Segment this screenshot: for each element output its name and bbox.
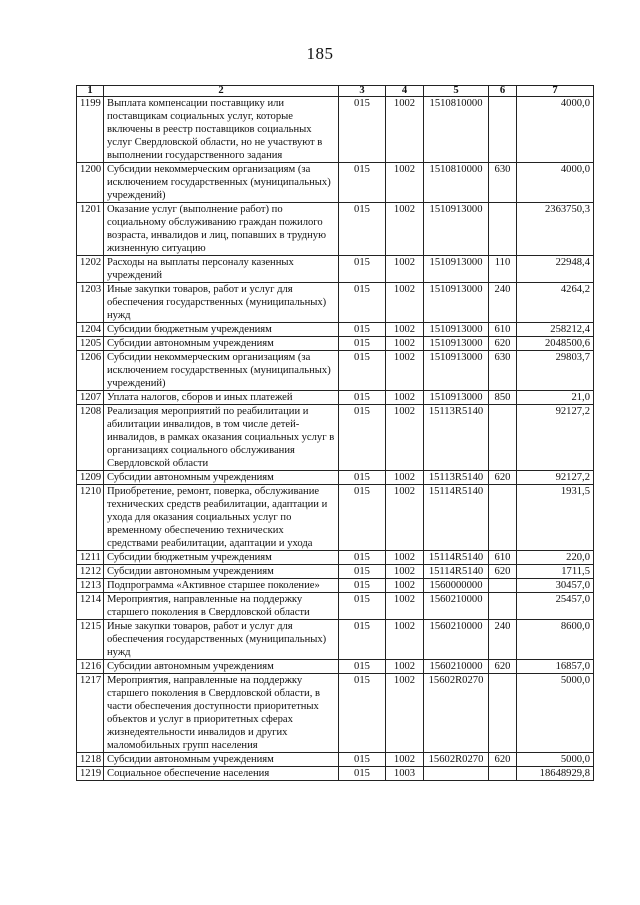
table-row [77,674,594,753]
row-name: Расходы на выплаты персоналу казенных учреждений [104,256,339,283]
section-code: 1003 [386,767,424,781]
target-code: 15113R5140 [424,405,489,471]
ministry-code: 015 [339,283,386,323]
ministry-code: 015 [339,405,386,471]
header-col-1: 1 [77,86,104,97]
amount [517,97,594,163]
row-name: Мероприятия, направленные на поддержку старшего поколения в Свердловской области, в части обеспечения доступности приоритетных объектов и услуг в приоритетных сферах жизнедеятельности инвалидов и других маломобильных групп населения [104,674,339,753]
row-number: 1215 [77,620,104,660]
amount-value: 2048500,6 [544,338,590,349]
target-code: 15602R0270 [424,753,489,767]
table-row [77,579,594,593]
table-row [77,767,594,781]
section-code: 1002 [386,163,424,203]
table-row [77,337,594,351]
section-code: 1002 [386,551,424,565]
header-col-4: 4 [386,86,424,97]
amount [517,283,594,323]
expense-type-code: 850 [489,391,517,405]
ministry-code: 015 [339,323,386,337]
target-code: 15114R5140 [424,565,489,579]
section-code: 1002 [386,97,424,163]
ministry-code: 015 [339,660,386,674]
ministry-code: 015 [339,471,386,485]
amount [517,660,594,674]
target-code: 1510810000 [424,97,489,163]
row-number: 1219 [77,767,104,781]
row-number: 1205 [77,337,104,351]
row-name: Субсидии автономным учреждениям [104,565,339,579]
section-code: 1002 [386,337,424,351]
target-code: 1560000000 [424,579,489,593]
ministry-code: 015 [339,593,386,620]
table-row [77,256,594,283]
amount [517,767,594,781]
table-row [77,565,594,579]
row-name: Иные закупки товаров, работ и услуг для обеспечения государственных (муниципальных) нужд [104,283,339,323]
target-code: 1510810000 [424,163,489,203]
expense-type-code: 240 [489,283,517,323]
row-number: 1200 [77,163,104,203]
row-name: Субсидии автономным учреждениям [104,753,339,767]
amount [517,551,594,565]
expense-type-code: 240 [489,620,517,660]
amount-value: 258212,4 [550,324,590,335]
row-number: 1216 [77,660,104,674]
target-code [424,767,489,781]
target-code: 15114R5140 [424,551,489,565]
amount [517,323,594,337]
ministry-code: 015 [339,674,386,753]
table-row [77,351,594,391]
expense-type-code [489,579,517,593]
amount-value: 22948,4 [555,257,590,268]
amount-value: 5000,0 [560,754,590,765]
amount-value: 2363750,3 [544,204,590,215]
page-number: 185 [306,44,334,63]
amount-value: 220,0 [566,552,590,563]
target-code: 1510913000 [424,323,489,337]
amount-value: 5000,0 [560,675,590,686]
expense-type-code: 610 [489,323,517,337]
table-row [77,163,594,203]
ministry-code: 015 [339,391,386,405]
target-code: 1510913000 [424,203,489,256]
table-row [77,485,594,551]
row-name: Субсидии бюджетным учреждениям [104,551,339,565]
amount [517,593,594,620]
section-code: 1002 [386,203,424,256]
amount-value: 4264,2 [560,284,590,295]
expense-type-code: 620 [489,337,517,351]
row-name: Субсидии бюджетным учреждениям [104,323,339,337]
row-number: 1201 [77,203,104,256]
ministry-code: 015 [339,579,386,593]
section-code: 1002 [386,565,424,579]
row-number: 1211 [77,551,104,565]
row-number: 1206 [77,351,104,391]
target-code: 1560210000 [424,620,489,660]
amount [517,391,594,405]
ministry-code: 015 [339,767,386,781]
amount [517,337,594,351]
header-col-2: 2 [104,86,339,97]
table-row [77,660,594,674]
header-col-7: 7 [517,86,594,97]
target-code: 1510913000 [424,351,489,391]
ministry-code: 015 [339,485,386,551]
table-row [77,283,594,323]
table-row [77,97,594,163]
amount [517,256,594,283]
section-code: 1002 [386,283,424,323]
amount-value: 25457,0 [555,594,590,605]
row-number: 1217 [77,674,104,753]
amount [517,579,594,593]
amount-value: 1711,5 [561,566,590,577]
target-code: 1510913000 [424,256,489,283]
ministry-code: 015 [339,551,386,565]
section-code: 1002 [386,471,424,485]
section-code: 1002 [386,674,424,753]
ministry-code: 015 [339,620,386,660]
row-name: Субсидии некоммерческим организациям (за исключением государственных (муниципальных) учреждений) [104,351,339,391]
target-code: 15602R0270 [424,674,489,753]
row-name: Субсидии некоммерческим организациям (за исключением государственных (муниципальных) учреждений) [104,163,339,203]
amount [517,405,594,471]
row-name: Субсидии автономным учреждениям [104,471,339,485]
expense-type-code [489,767,517,781]
amount [517,471,594,485]
section-code: 1002 [386,593,424,620]
ministry-code: 015 [339,565,386,579]
amount-value: 29803,7 [555,352,590,363]
section-code: 1002 [386,579,424,593]
target-code: 15113R5140 [424,471,489,485]
expense-type-code: 630 [489,163,517,203]
section-code: 1002 [386,391,424,405]
row-number: 1210 [77,485,104,551]
amount [517,351,594,391]
amount-value: 30457,0 [555,580,590,591]
target-code: 1510913000 [424,283,489,323]
amount-value: 1931,5 [560,486,590,497]
row-number: 1214 [77,593,104,620]
row-name: Оказание услуг (выполнение работ) по социальному обслуживанию граждан пожилого возраста, инвалидов и лиц, попавших в трудную жизненную ситуацию [104,203,339,256]
ministry-code: 015 [339,97,386,163]
expense-type-code [489,97,517,163]
section-code: 1002 [386,660,424,674]
section-code: 1002 [386,351,424,391]
expense-type-code: 620 [489,660,517,674]
row-number: 1213 [77,579,104,593]
row-number: 1208 [77,405,104,471]
row-name: Субсидии автономным учреждениям [104,660,339,674]
section-code: 1002 [386,620,424,660]
expense-type-code [489,674,517,753]
expense-type-code: 620 [489,753,517,767]
row-number: 1218 [77,753,104,767]
row-name: Иные закупки товаров, работ и услуг для обеспечения государственных (муниципальных) нужд [104,620,339,660]
header-col-5: 5 [424,86,489,97]
section-code: 1002 [386,485,424,551]
header-col-3: 3 [339,86,386,97]
amount-value: 18648929,8 [539,768,590,779]
row-number: 1202 [77,256,104,283]
row-name: Социальное обеспечение населения [104,767,339,781]
ministry-code: 015 [339,351,386,391]
section-code: 1002 [386,753,424,767]
table-row [77,471,594,485]
ministry-code: 015 [339,337,386,351]
expense-type-code: 110 [489,256,517,283]
amount-value: 8600,0 [560,621,590,632]
amount-value: 21,0 [571,392,590,403]
target-code: 1510913000 [424,337,489,351]
amount-value: 16857,0 [555,661,590,672]
table-row [77,753,594,767]
expense-type-code [489,593,517,620]
amount-value: 92127,2 [555,472,590,483]
ministry-code: 015 [339,203,386,256]
target-code: 1560210000 [424,593,489,620]
table-row [77,323,594,337]
amount [517,565,594,579]
row-number: 1204 [77,323,104,337]
row-number: 1199 [77,97,104,163]
budget-table [76,85,594,781]
expense-type-code [489,203,517,256]
expense-type-code [489,485,517,551]
ministry-code: 015 [339,163,386,203]
table-body [77,97,594,781]
row-name: Выплата компенсации поставщику или поставщикам социальных услуг, которые включены в реестр поставщиков социальных услуг Свердловской области, но не участвуют в выполнении государственного задания [104,97,339,163]
section-code: 1002 [386,256,424,283]
section-code: 1002 [386,405,424,471]
amount [517,163,594,203]
amount [517,620,594,660]
row-name: Субсидии автономным учреждениям [104,337,339,351]
expense-type-code: 620 [489,565,517,579]
table-row [77,551,594,565]
section-code: 1002 [386,323,424,337]
expense-type-code: 610 [489,551,517,565]
row-name: Реализация мероприятий по реабилитации и абилитации инвалидов, в том числе детей-инвалидов, в рамках оказания социальных услуг в организациях социального обслуживания Свердловской области [104,405,339,471]
expense-type-code: 630 [489,351,517,391]
amount [517,753,594,767]
row-name: Приобретение, ремонт, поверка, обслуживание технических средств реабилитации, адаптации и ухода для оказания социальных услуг по временному обеспечению технических средствами реабилитации, адаптации и ухода [104,485,339,551]
target-code: 15114R5140 [424,485,489,551]
table-row [77,405,594,471]
amount [517,485,594,551]
row-number: 1209 [77,471,104,485]
target-code: 1560210000 [424,660,489,674]
row-number: 1203 [77,283,104,323]
amount [517,203,594,256]
amount [517,674,594,753]
row-number: 1207 [77,391,104,405]
row-name: Уплата налогов, сборов и иных платежей [104,391,339,405]
row-name: Подпрограмма «Активное старшее поколение» [104,579,339,593]
amount-value: 92127,2 [555,406,590,417]
expense-type-code [489,405,517,471]
amount-value: 4000,0 [560,164,590,175]
table-row [77,620,594,660]
ministry-code: 015 [339,256,386,283]
row-name: Мероприятия, направленные на поддержку старшего поколения в Свердловской области [104,593,339,620]
header-col-6: 6 [489,86,517,97]
table-row [77,203,594,256]
table-header-row [77,86,594,97]
row-number: 1212 [77,565,104,579]
expense-type-code: 620 [489,471,517,485]
target-code: 1510913000 [424,391,489,405]
ministry-code: 015 [339,753,386,767]
amount-value: 4000,0 [560,98,590,109]
table-row [77,391,594,405]
table-row [77,593,594,620]
